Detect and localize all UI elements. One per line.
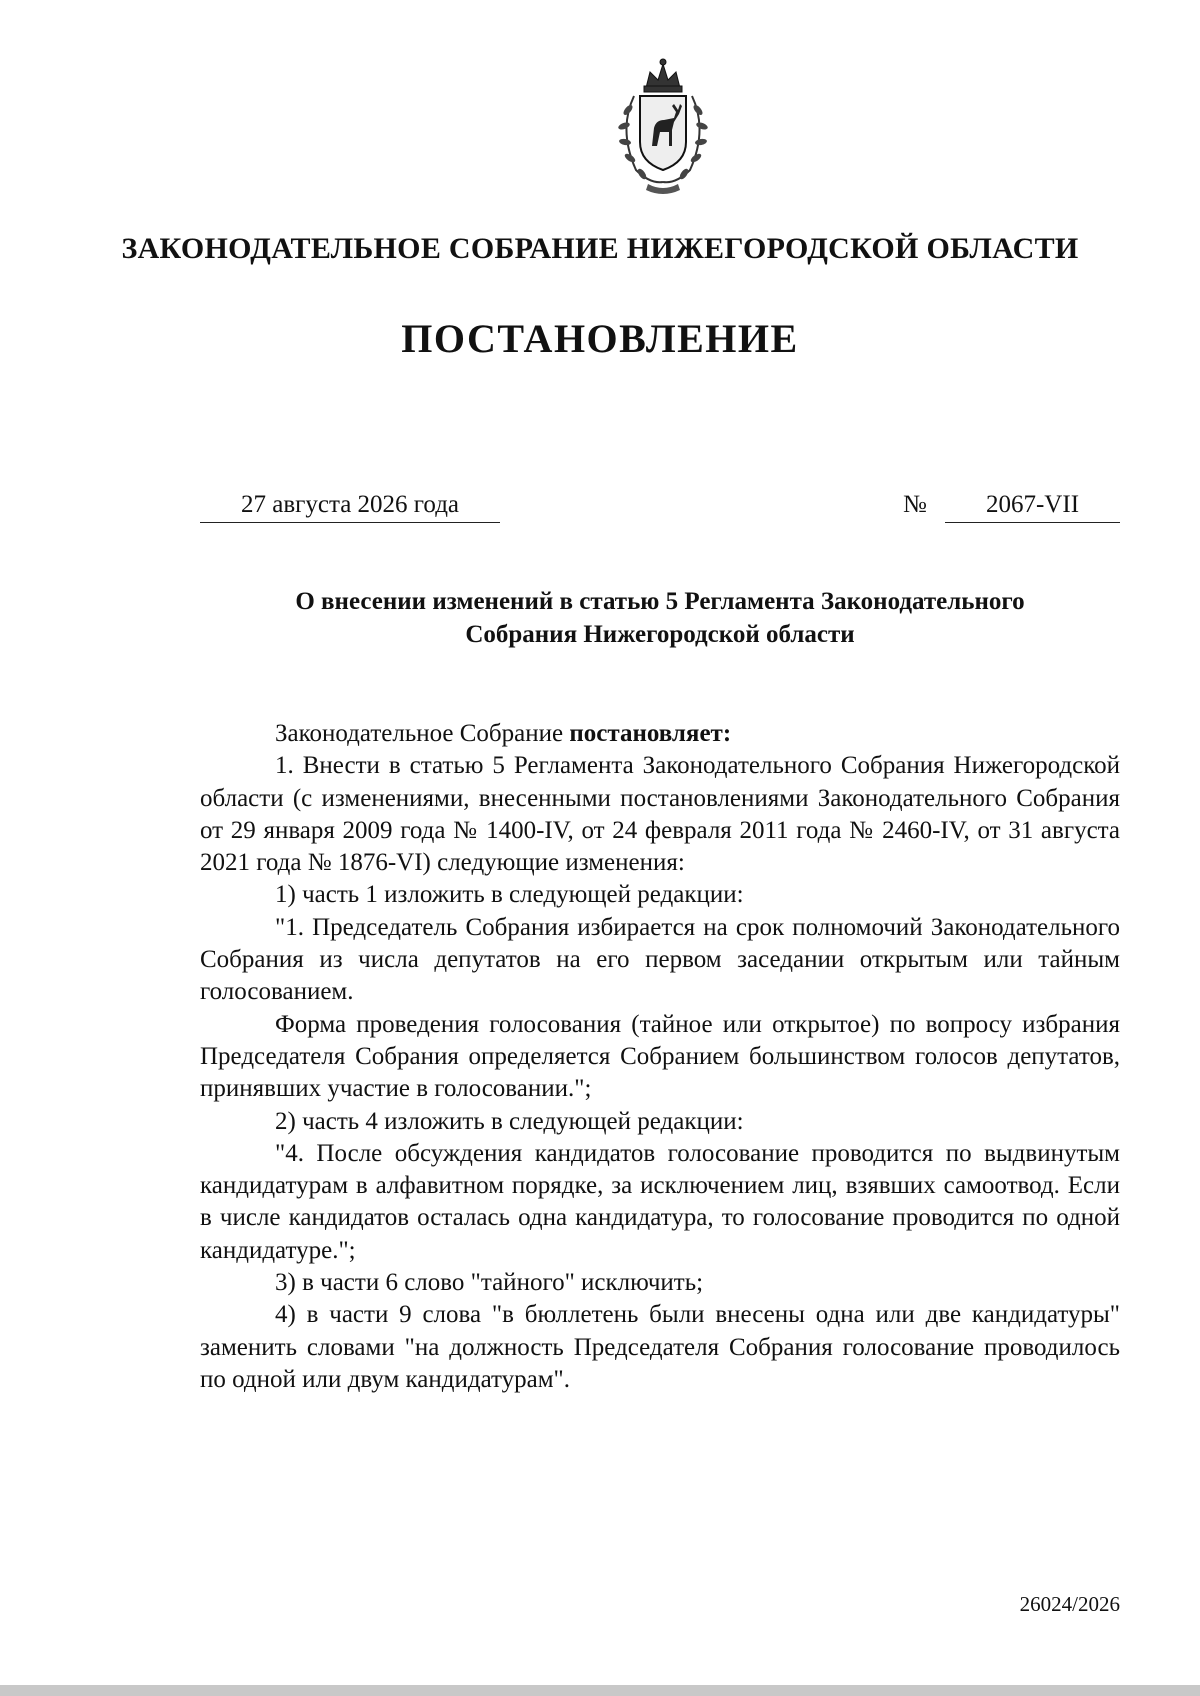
document-number: 2067-VII	[945, 488, 1120, 523]
intro-paragraph	[200, 718, 1120, 750]
footer-registration-code: 26024/2026	[1019, 1592, 1120, 1616]
subject-line-1: О внесении изменений в статью 5 Регламента Законодательного	[295, 588, 1025, 615]
paragraph-6: "4. После обсуждения кандидатов голосование проводится по выдвинутым кандидатурам в алфавитном порядке, за исключением лиц, взявших самоотвод. Если в числе кандидатов осталась одна кандидатура, то голосование проводится по одной кандидатуре.";	[200, 1139, 1120, 1264]
number-label: №	[903, 491, 927, 518]
intro-verb: постановляет:	[569, 720, 732, 747]
document-body	[200, 718, 1120, 1396]
paragraph-3: "1. Председатель Собрания избирается на срок полномочий Законодательного Собрания из числа депутатов на его первом заседании открытым или тайным голосованием.	[200, 913, 1120, 1006]
coat-of-arms-icon	[588, 50, 738, 200]
paragraph-8: 4) в части 9 слова "в бюллетень были внесены одна или две кандидатуры" заменить словами "на должность Председателя Собрания голосование проводилось по одной или двум кандидатурам".	[200, 1301, 1120, 1393]
intro-text: Законодательное Собрание	[275, 720, 570, 747]
document-date: 27 августа 2026 года	[200, 488, 500, 523]
paragraph-2: 1) часть 1 изложить в следующей редакции:	[275, 881, 744, 909]
scan-edge-bar	[0, 1685, 1200, 1696]
paragraph-7: 3) в части 6 слово "тайного" исключить;	[275, 1269, 704, 1297]
document-subject	[200, 585, 1120, 651]
organization-title: ЗАКОНОДАТЕЛЬНОЕ СОБРАНИЕ НИЖЕГОРОДСКОЙ ОБЛАСТИ	[121, 232, 1079, 265]
paragraph-5: 2) часть 4 изложить в следующей редакции:	[275, 1107, 744, 1135]
paragraph-4: Форма проведения голосования (тайное или открытое) по вопросу избрания Председателя Собрания определяется Собранием большинством голосов депутатов, принявших участие в голосовании.";	[200, 1010, 1120, 1103]
document-type-heading: ПОСТАНОВЛЕНИЕ	[401, 316, 799, 361]
paragraph-1: 1. Внести в статью 5 Регламента Законодательного Собрания Нижегородской области (с изменениями, внесенными постановлениями Законодательного Собрания от 29 января 2009 года № 1400-IV, от 24 февраля 2011 года № 2460-IV, от 31 августа 2021 года № 1876-VI) следующие изменения:	[200, 752, 1120, 877]
subject-line-2: Собрания Нижегородской области	[465, 621, 855, 648]
